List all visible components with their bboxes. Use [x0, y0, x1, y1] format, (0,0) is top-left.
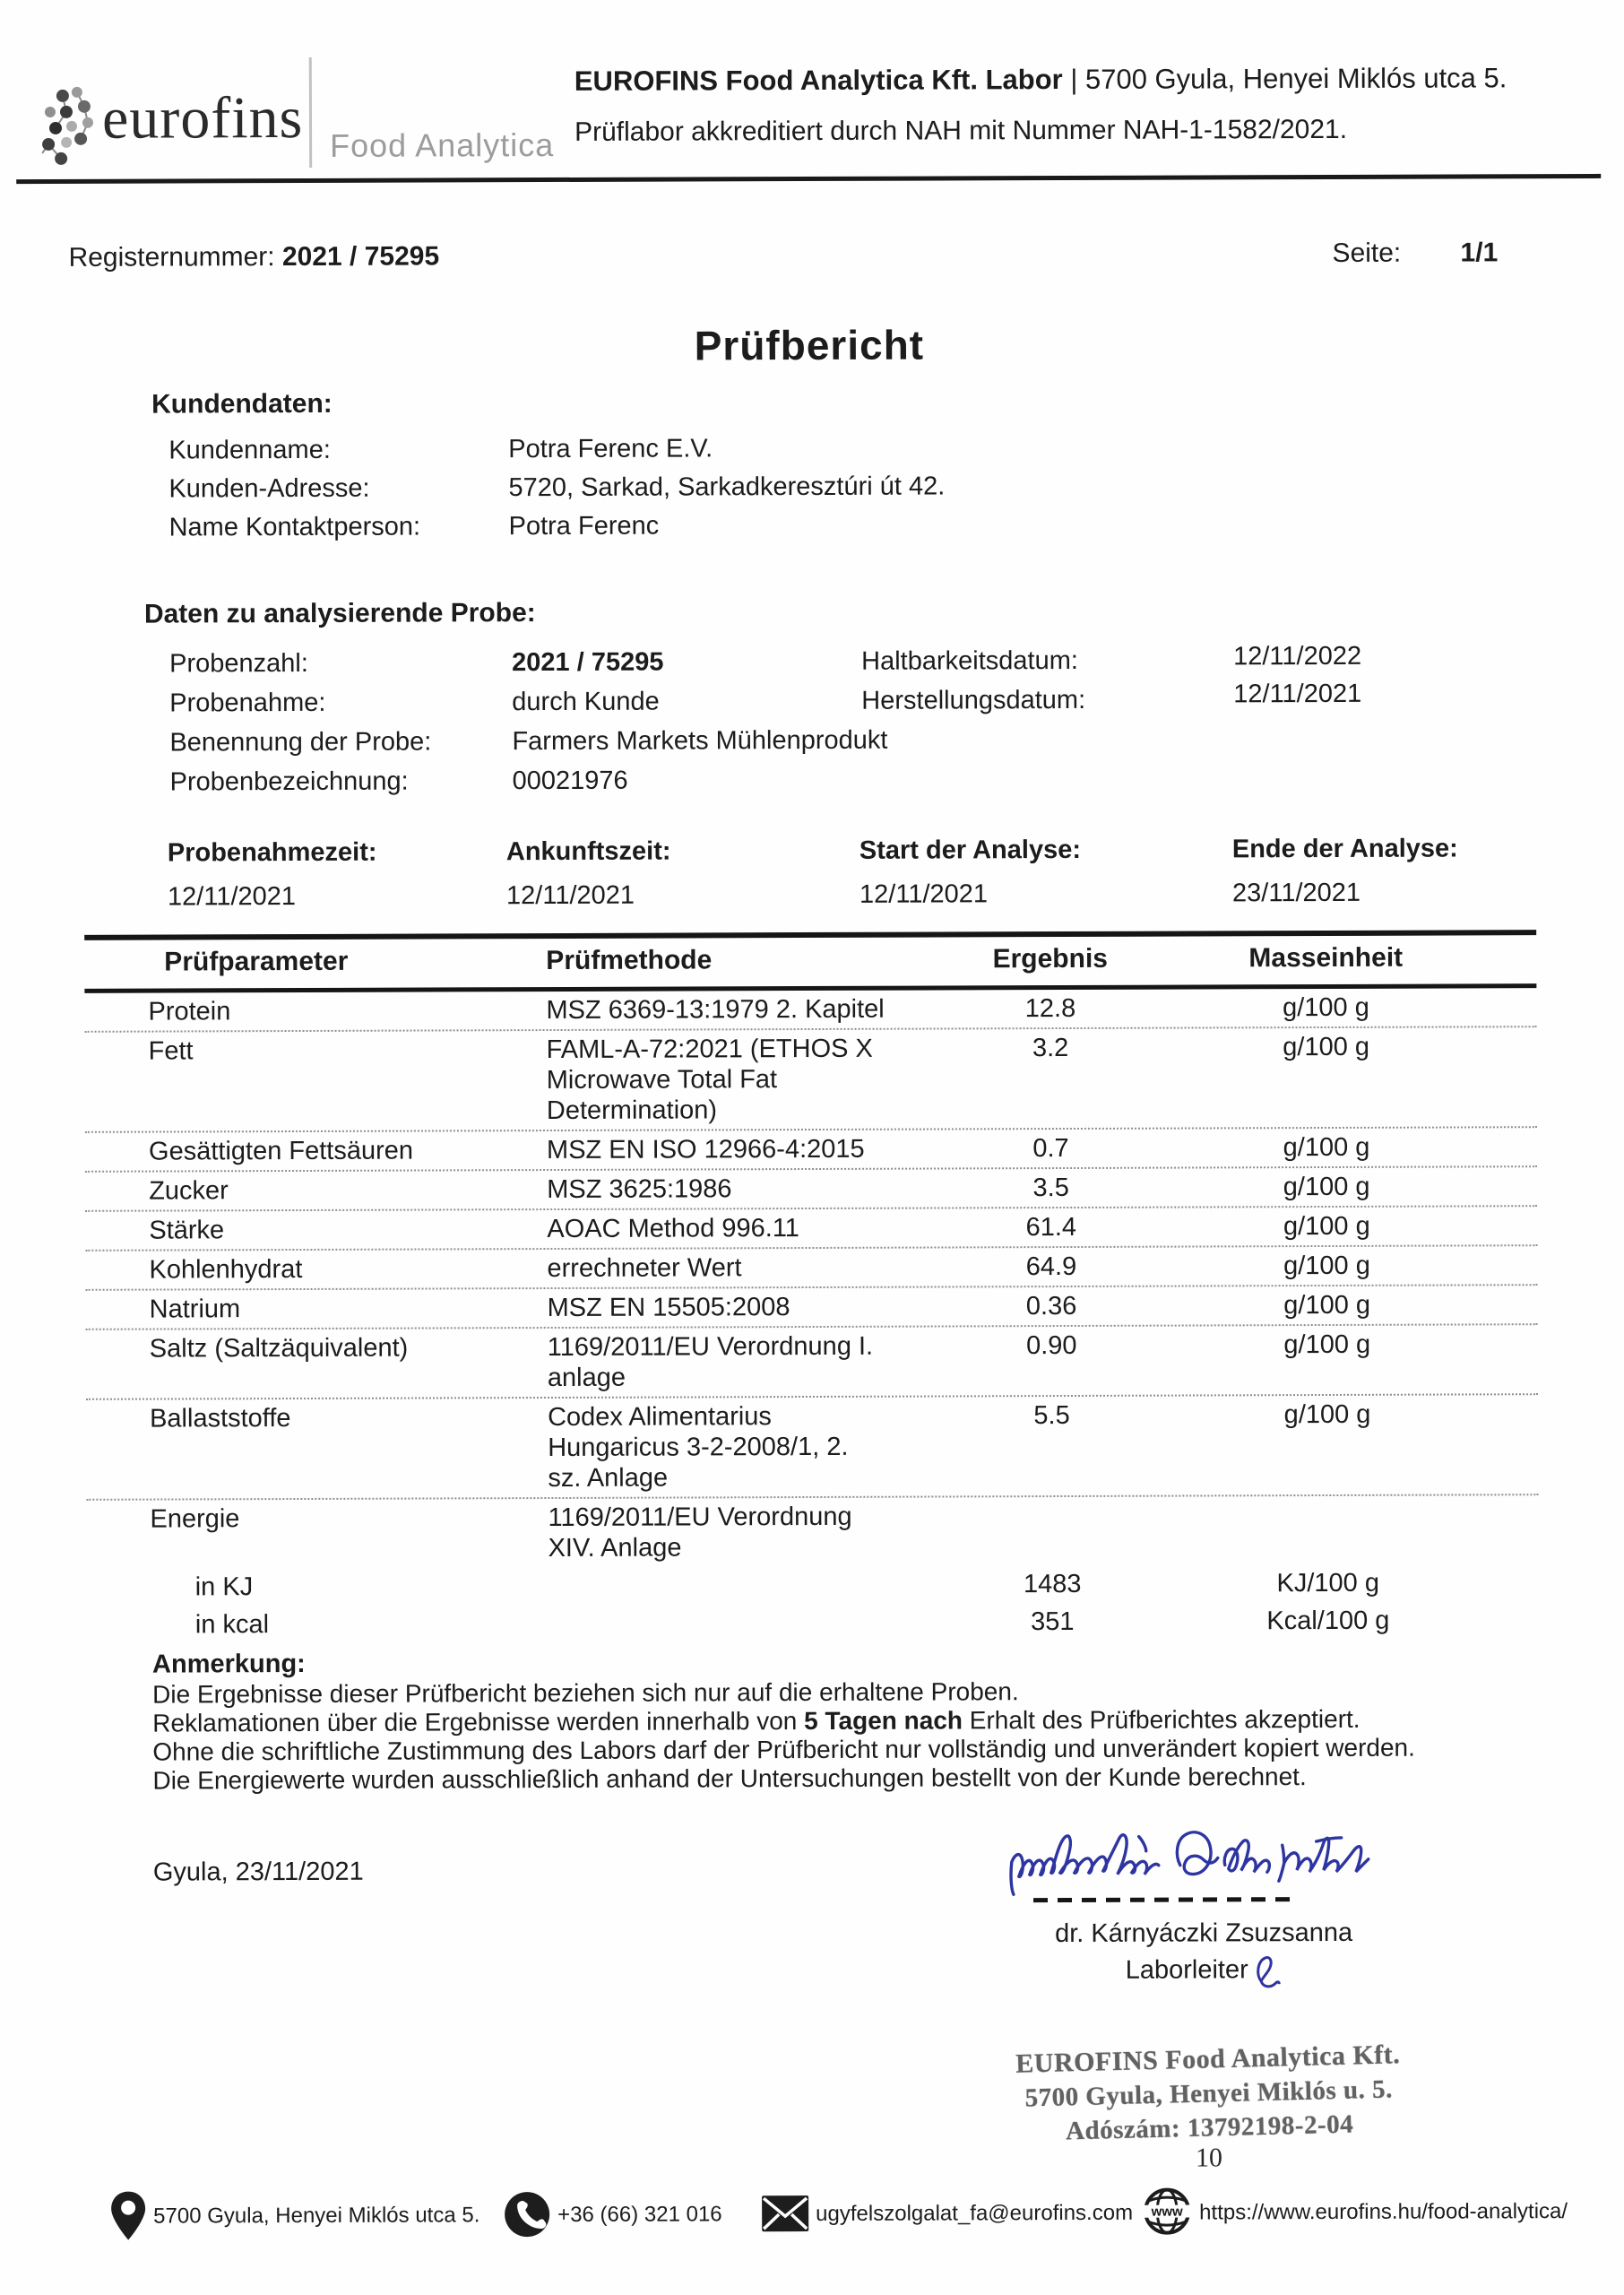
field-value: 2021 / 75295 — [512, 647, 664, 678]
company-name: EUROFINS Food Analytica Kft. Labor — [574, 64, 1063, 97]
place-date: Gyula, 23/11/2021 — [152, 1857, 364, 1887]
logo-divider — [309, 57, 312, 168]
field-label: Probenbezeichnung: — [169, 766, 409, 797]
field-label: Name Kontaktperson: — [168, 512, 421, 542]
logo-subtitle: Food Analytica — [330, 126, 555, 164]
signature-image — [1005, 1818, 1372, 1909]
field-label: Benennung der Probe: — [169, 727, 432, 758]
table-row: in KJ 1483 KJ/100 g — [194, 1568, 1379, 1602]
register-number: Registernummer: 2021 / 75295 — [68, 241, 440, 273]
table-row: Energie 1169/2011/EU Verordnung XIV. Anlage — [150, 1502, 852, 1563]
location-pin-icon — [109, 2190, 147, 2242]
eurofins-logo-dots-icon — [41, 85, 99, 175]
timeline-col-arrival: Ankunftszeit: 12/11/2021 — [505, 836, 671, 911]
stamp-page-number: 10 — [1195, 2143, 1222, 2173]
results-table — [84, 930, 1539, 1644]
field-value: 00021976 — [512, 766, 628, 796]
table-row: Ballaststoffe Codex Alimentarius Hungaricus 3-2-2008/1, 2. sz. Anlage 5.5 g/100 g — [86, 1395, 1538, 1501]
field-value: Potra Ferenc E.V. — [508, 434, 713, 464]
signer-name: dr. Kárnyáczki Zsuzsanna — [1054, 1918, 1353, 1949]
remarks-heading: Anmerkung: — [151, 1649, 306, 1679]
header-rule — [16, 174, 1601, 184]
timeline-col-start: Start der Analyse: 12/11/2021 — [859, 835, 1082, 909]
footer-address: 5700 Gyula, Henyei Miklós utca 5. — [153, 2203, 480, 2229]
remarks-block — [152, 1645, 1498, 1794]
results-table-header: Prüfparameter Prüfmethode Ergebnis Masseinheit — [84, 935, 1536, 993]
table-row: Zucker MSZ 3625:1986 3.5 g/100 g — [85, 1167, 1537, 1212]
table-row: Fett FAML-A-72:2021 (ETHOS X Microwave Total Fat Determination) 3.2 g/100 g — [85, 1027, 1537, 1133]
company-stamp: EUROFINS Food Analytica Kft. 5700 Gyula, Henyei Miklós u. 5. Adószám: 13792198-2-04 — [1015, 2040, 1401, 2146]
remark-line: Reklamationen über die Ergebnisse werden innerhalb von 5 Tagen nach Erhalt des Prüfberichtes akzeptiert. — [152, 1704, 1361, 1737]
company-address: | 5700 Gyula, Henyei Miklós utca 5. — [1062, 62, 1507, 96]
field-value: Farmers Markets Mühlenprodukt — [512, 725, 888, 757]
signer-initial-icon — [1252, 1954, 1283, 1990]
page-number: 1/1 — [1460, 238, 1499, 268]
customer-section-heading: Kundendaten: — [151, 388, 333, 420]
table-row: Gesättigten Fettsäuren MSZ EN ISO 12966-4:2015 0.7 g/100 g — [85, 1128, 1537, 1173]
table-row: Saltz (Saltzäquivalent) 1169/2011/EU Verordnung I. anlage 0.90 g/100 g — [86, 1325, 1538, 1400]
table-row: Kohlenhydrat errechneter Wert 64.9 g/100 g — [85, 1246, 1537, 1291]
phone-icon — [504, 2191, 550, 2238]
table-row: in kcal 351 Kcal/100 g — [194, 1606, 1390, 1640]
timeline-col-end: Ende der Analyse: 23/11/2021 — [1231, 834, 1458, 908]
field-value: 12/11/2022 — [1233, 641, 1362, 671]
footer-email: ugyfelszolgalat_fa@eurofins.com — [816, 2200, 1134, 2226]
signature-line — [1033, 1897, 1295, 1902]
envelope-icon — [761, 2195, 809, 2232]
remark-line: Die Ergebnisse dieser Prüfbericht beziehen sich nur auf die erhaltene Proben. — [152, 1677, 1019, 1709]
field-label: Kunden-Adresse: — [168, 473, 370, 504]
signer-role: Laborleiter — [1015, 1954, 1392, 1991]
page-label: Seite: — [1332, 238, 1402, 268]
timeline-col-sampling: Probenahmezeit: 12/11/2021 — [167, 837, 377, 912]
remark-line: Ohne die schriftliche Zustimmung des Labors darf der Prüfbericht nur vollständig und unverändert kopiert werden. — [152, 1733, 1415, 1766]
table-row: Natrium MSZ EN 15505:2008 0.36 g/100 g — [86, 1286, 1538, 1330]
field-label: Haltbarkeitsdatum: — [861, 645, 1078, 676]
sample-section-heading: Daten zu analysierende Probe: — [143, 598, 536, 629]
field-value: durch Kunde — [512, 687, 660, 717]
footer-website: https://www.eurofins.hu/food-analytica/ — [1199, 2199, 1568, 2225]
field-label: Kundenname: — [168, 435, 331, 465]
field-label: Herstellungsdatum: — [861, 685, 1086, 715]
globe-www-icon — [1142, 2187, 1192, 2237]
table-row: Stärke AOAC Method 996.11 61.4 g/100 g — [85, 1207, 1537, 1251]
accreditation-line: Prüflabor akkreditiert durch NAH mit Nummer NAH-1-1582/2021. — [574, 114, 1348, 147]
field-label: Probenahme: — [169, 688, 326, 718]
field-label: Probenzahl: — [169, 648, 308, 679]
eurofins-logo-wordmark: eurofins — [101, 84, 304, 152]
field-value: 5720, Sarkad, Sarkadkeresztúri út 42. — [508, 472, 946, 503]
field-value: 12/11/2021 — [1233, 679, 1362, 709]
table-row: Protein MSZ 6369-13:1979 2. Kapitel 12.8 g/100 g — [84, 988, 1536, 1033]
register-number-value: 2021 / 75295 — [281, 241, 440, 273]
letterhead-company-line — [574, 62, 1507, 98]
page-title: Prüfbericht — [694, 321, 925, 369]
remark-line: Die Energiewerte wurden ausschließlich anhand der Untersuchungen bestellt von der Kunde berechnet. — [152, 1762, 1307, 1795]
field-value: Potra Ferenc — [508, 511, 660, 541]
footer-phone: +36 (66) 321 016 — [557, 2202, 722, 2227]
svg-text:www: www — [1151, 2204, 1183, 2220]
